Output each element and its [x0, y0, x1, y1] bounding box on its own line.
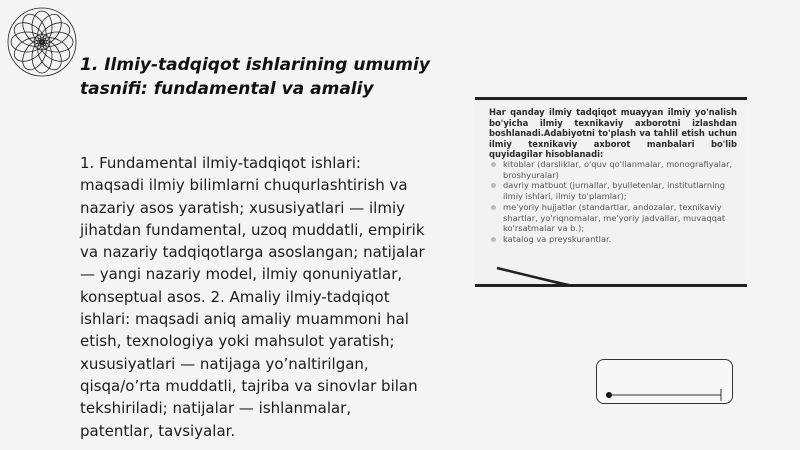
scan-list-item-text: katalog va preyskurantlar. — [503, 233, 612, 244]
spirograph-logo-icon — [5, 5, 79, 79]
scan-intro-text: Har qanday ilmiy tadqiqot muayyan ilmiy yo'nalish bo'yicha ilmiy texnikaviy axborotni izlashdan boshlanadi.Adabiyotni to'plash va tahlil etish uchun ilmiy texnikaviy axborot manbalari bo'lib quyidagilar hisoblanadi: — [489, 107, 737, 160]
slider-widget — [596, 359, 733, 404]
pen-stroke-decoration — [475, 100, 747, 287]
slider-line-icon — [597, 360, 734, 405]
scanned-text-image — [475, 97, 747, 287]
slide-body-text: 1. Fundamental ilmiy-tadqiqot ishlari: maqsadi ilmiy bilimlarni chuqurlashtirish va nazariy asos yaratish; xususiyatlari — ilmiy jihatdan fundamental, uzoq muddatli, empirik va nazariy tadqiqotlarga asoslangan; natijalar — yangi nazariy model, ilmiy qonuniyatlar, konseptual asos. 2. Amaliy ilmiy-tadqiqot ishlari: maqsadi aniq amaliy muammoni hal etish, texnologiya yoki mahsulot yaratish; xususiyatlari — natijaga yo’naltirilgan, qisqa/o’rta muddatli, tajriba va sinovlar bilan tekshiriladi; natijalar — ishlanmalar, patentlar, tavsiyalar. — [80, 154, 425, 440]
slide-title: 1. Ilmiy-tadqiqot ishlarining umumiy tasnifi: fundamental va amaliy — [80, 55, 430, 99]
scan-list-item-text: davriy matbuot (jurnallar, byulletenlar, institutlarning ilmiy ishlari, ilmiy to'plamlar); — [503, 180, 726, 202]
scan-list-item-text: kitoblar (darsliklar, o'quv qo'llanmalar, monografiyalar, broshyuralar) — [503, 159, 733, 180]
scan-list-item-text: me'yoriy hujjatlar (standartlar, andozalar, texnikaviy shartlar, yo'riqnomalar, me'yoriy jadvallar, muvaqqat ko'rsatmalar va b.); — [503, 201, 726, 234]
